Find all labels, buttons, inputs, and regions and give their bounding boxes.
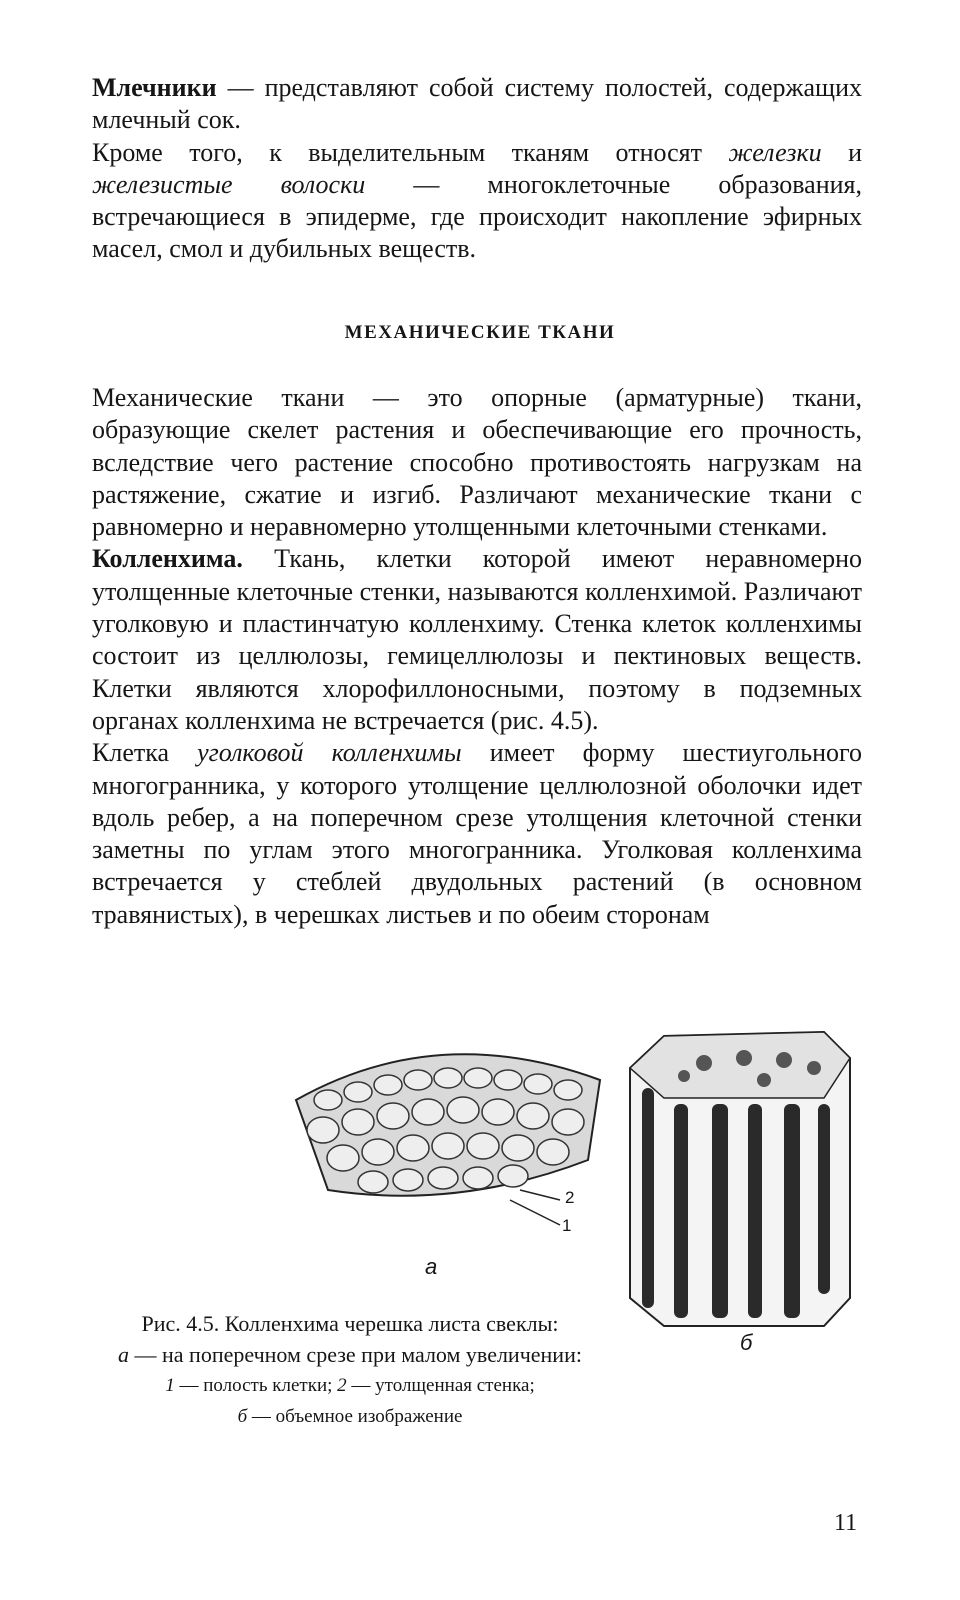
caption-line-4: б — объемное изображение [237, 1406, 463, 1427]
figure-caption [40, 1308, 660, 1432]
main-text [92, 382, 862, 931]
intro-text [92, 72, 862, 266]
paragraph-collenchyma: Колленхима. Ткань, клетки которой имеют неравномерно утолщенные клеточные стенки, называются колленхимой. Различают уголковую и пластинчатую колленхиму. Стенка клеток колленхимы состоит из целлюлозы, гемицеллюлозы и пектиновых веществ. Клетки являются хлорофиллоносными, поэтому в подземных органах колленхима не встречается (рис. 4.5). [92, 544, 862, 735]
term-zhelezki: железки [728, 137, 822, 167]
paragraph-glands: Кроме того, к выделительным тканям относят железки и железистые волоски — многоклеточные образования, встречающиеся в эпидерме, где происходит накопление эфирных масел, смол и дубильных веществ. [92, 137, 862, 264]
caption-line-1: Рис. 4.5. Колленхима черешка листа свеклы: [141, 1311, 559, 1336]
figure-b-volumetric [624, 1028, 860, 1330]
paragraph-angular-collenchyma: Клетка уголковой колленхимы имеет форму шестиугольного многогранника, у которого утолщение целлюлозной оболочки идет вдоль ребер, а на поперечном срезе утолщения клеточной стенки заметны по углам этого многогранника. Уголковая колленхима встречается у стеблей двудольных растений (в основном травянистых), в черешках листьев и по обеим сторонам [92, 738, 862, 929]
paragraph-mlechniki: Млечники — представляют собой систему полостей, содержащих млечный сок. [92, 73, 862, 135]
term-angular-collenchyma: уголковой колленхимы [197, 738, 462, 768]
term-zhelezistye-voloski: железистые волоски [92, 169, 366, 199]
section-heading: МЕХАНИЧЕСКИЕ ТКАНИ [344, 322, 616, 343]
caption-line-3: 1 — полость клетки; 2 — утолщенная стенка; [165, 1375, 535, 1396]
figure-label-b: б [740, 1330, 753, 1355]
term-collenchyma: Колленхима. [92, 544, 243, 574]
marker-2: 2 [565, 1188, 575, 1207]
page-number: 11 [834, 1510, 858, 1536]
figure-a-cross-section [288, 1040, 608, 1240]
term-mlechniki: Млечники [92, 73, 217, 102]
paragraph-mechanical-tissues: Механические ткани — это опорные (арматурные) ткани, образующие скелет растения и обеспечивающие его прочность, вследствие чего растение способно противостоять нагрузкам на растяжение, сжатие и изгиб. Различают механические ткани с равномерно и неравномерно утолщенными клеточными стенками. [92, 383, 862, 542]
caption-line-2: а — на поперечном срезе при малом увеличении: [118, 1342, 582, 1367]
figure-label-a: а [425, 1254, 438, 1279]
marker-1: 1 [562, 1216, 572, 1235]
